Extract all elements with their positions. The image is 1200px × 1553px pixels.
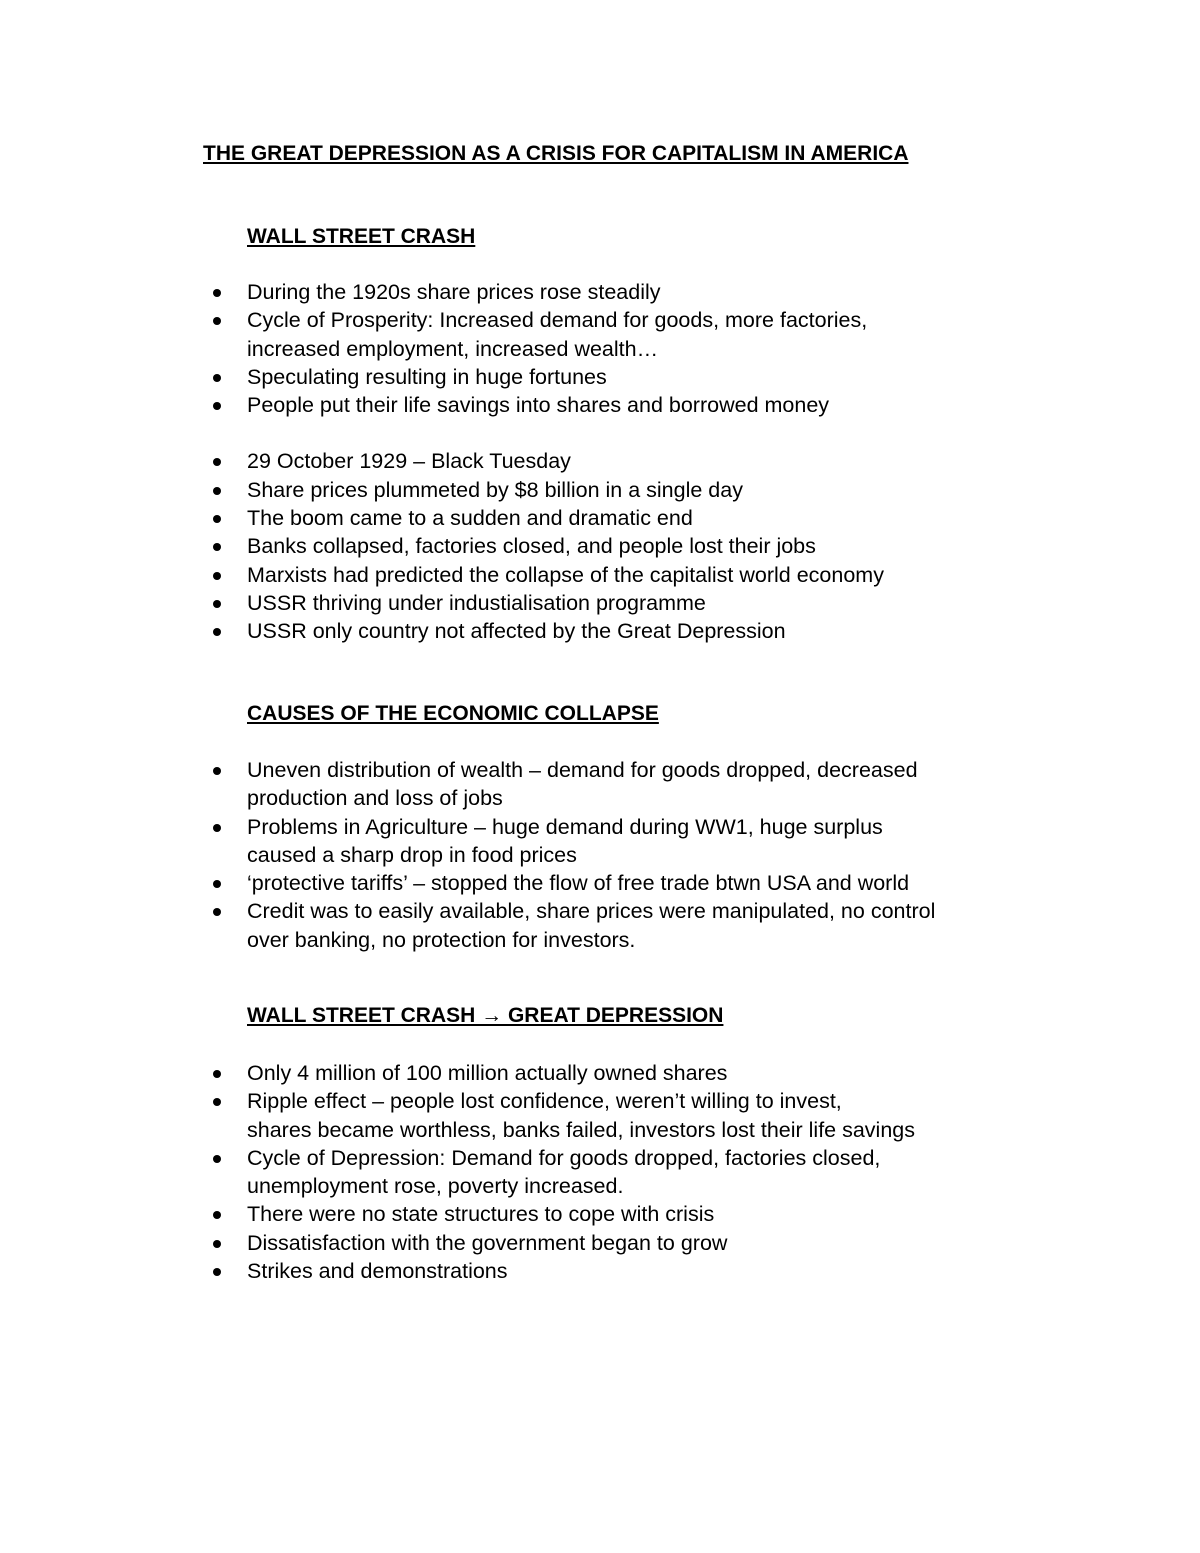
list-item-text: Credit was to easily available, share prices were manipulated, no control xyxy=(247,899,936,924)
bullet-dot-icon xyxy=(213,402,221,410)
list-item-text: increased employment, increased wealth… xyxy=(247,336,659,361)
list-item-text: Problems in Agriculture – huge demand during WW1, huge surplus xyxy=(247,814,883,839)
list-item-text: The boom came to a sudden and dramatic end xyxy=(247,506,693,531)
list-item-text: USSR only country not affected by the Great Depression xyxy=(247,619,786,644)
document-title: THE GREAT DEPRESSION AS A CRISIS FOR CAPITALISM IN AMERICA xyxy=(203,142,909,165)
list-item-text: USSR thriving under industialisation programme xyxy=(247,590,706,615)
list-item-text: Cycle of Depression: Demand for goods dropped, factories closed, xyxy=(247,1145,881,1170)
list-item-text: People put their life savings into shares and borrowed money xyxy=(247,393,830,418)
list-item-text: Dissatisfaction with the government began to grow xyxy=(247,1230,728,1255)
list-item-text: production and loss of jobs xyxy=(247,786,503,811)
list-item-text: Banks collapsed, factories closed, and people lost their jobs xyxy=(247,534,816,559)
bullet-dot-icon xyxy=(213,767,221,775)
bullet-dot-icon xyxy=(213,1155,221,1163)
list-item-text: Share prices plummeted by $8 billion in a single day xyxy=(247,477,743,502)
list-item xyxy=(0,869,935,897)
list-item-text: caused a sharp drop in food prices xyxy=(247,842,577,867)
bullet-dot-icon xyxy=(213,1240,221,1248)
bullet-dot-icon xyxy=(213,908,221,916)
bullet-dot-icon xyxy=(213,824,221,832)
bullet-dot-icon xyxy=(213,572,221,580)
section-heading-crash-to-depression: WALL STREET CRASH → GREAT DEPRESSION xyxy=(247,1004,724,1027)
list-item-text: Only 4 million of 100 million actually owned shares xyxy=(247,1061,728,1085)
bullet-dot-icon xyxy=(213,1070,221,1078)
bullet-dot-icon xyxy=(213,487,221,495)
list-item xyxy=(0,447,884,475)
list-item xyxy=(0,897,935,954)
list-item xyxy=(0,1087,915,1144)
list-item-text: Uneven distribution of wealth – demand for goods dropped, decreased xyxy=(247,758,918,782)
list-item-text: 29 October 1929 – Black Tuesday xyxy=(247,449,571,474)
section-heading-wall-street-crash: WALL STREET CRASH xyxy=(247,225,476,248)
list-item xyxy=(0,813,935,870)
bullet-list-causes xyxy=(0,756,935,954)
list-item xyxy=(0,504,884,532)
bullet-dot-icon xyxy=(213,1268,221,1276)
list-item xyxy=(0,1257,915,1285)
bullet-dot-icon xyxy=(213,880,221,888)
list-item-text: Marxists had predicted the collapse of the capitalist world economy xyxy=(247,562,884,587)
bullet-list-crash-to-depression xyxy=(0,1059,915,1285)
list-item-text: unemployment rose, poverty increased. xyxy=(247,1174,624,1199)
list-item-text: Strikes and demonstrations xyxy=(247,1259,508,1284)
section-heading-causes: CAUSES OF THE ECONOMIC COLLAPSE xyxy=(247,702,659,725)
list-item xyxy=(0,363,884,391)
list-item xyxy=(0,1144,915,1201)
list-item-text: shares became worthless, banks failed, investors lost their life savings xyxy=(247,1117,916,1142)
bullet-dot-icon xyxy=(213,317,221,325)
list-item-text: During the 1920s share prices rose steadily xyxy=(247,280,661,304)
bullet-dot-icon xyxy=(213,374,221,382)
list-item xyxy=(0,391,884,419)
list-item xyxy=(0,617,884,645)
list-item xyxy=(0,1200,915,1228)
list-item xyxy=(0,476,884,504)
bullet-dot-icon xyxy=(213,1211,221,1219)
list-item xyxy=(0,756,935,813)
list-item xyxy=(0,561,884,589)
list-item xyxy=(0,306,884,363)
list-item xyxy=(0,278,884,306)
bullet-dot-icon xyxy=(213,1098,221,1106)
bullet-dot-icon xyxy=(213,289,221,297)
list-item-text: ‘protective tariffs’ – stopped the flow of free trade btwn USA and world xyxy=(247,871,910,896)
list-item xyxy=(0,1229,915,1257)
bullet-dot-icon xyxy=(213,458,221,466)
list-item xyxy=(0,1059,915,1087)
bullet-dot-icon xyxy=(213,543,221,551)
list-item xyxy=(0,589,884,617)
list-item-text: over banking, no protection for investors. xyxy=(247,927,636,952)
list-item-text: Ripple effect – people lost confidence, weren’t willing to invest, xyxy=(247,1089,842,1114)
list-item-text: Cycle of Prosperity: Increased demand for goods, more factories, xyxy=(247,308,868,333)
list-item xyxy=(0,532,884,560)
bullet-dot-icon xyxy=(213,515,221,523)
list-item-text: Speculating resulting in huge fortunes xyxy=(247,364,607,389)
bullet-list-wall-street-crash xyxy=(0,278,884,646)
bullet-dot-icon xyxy=(213,600,221,608)
list-item-text: There were no state structures to cope with crisis xyxy=(247,1202,715,1227)
bullet-dot-icon xyxy=(213,628,221,636)
